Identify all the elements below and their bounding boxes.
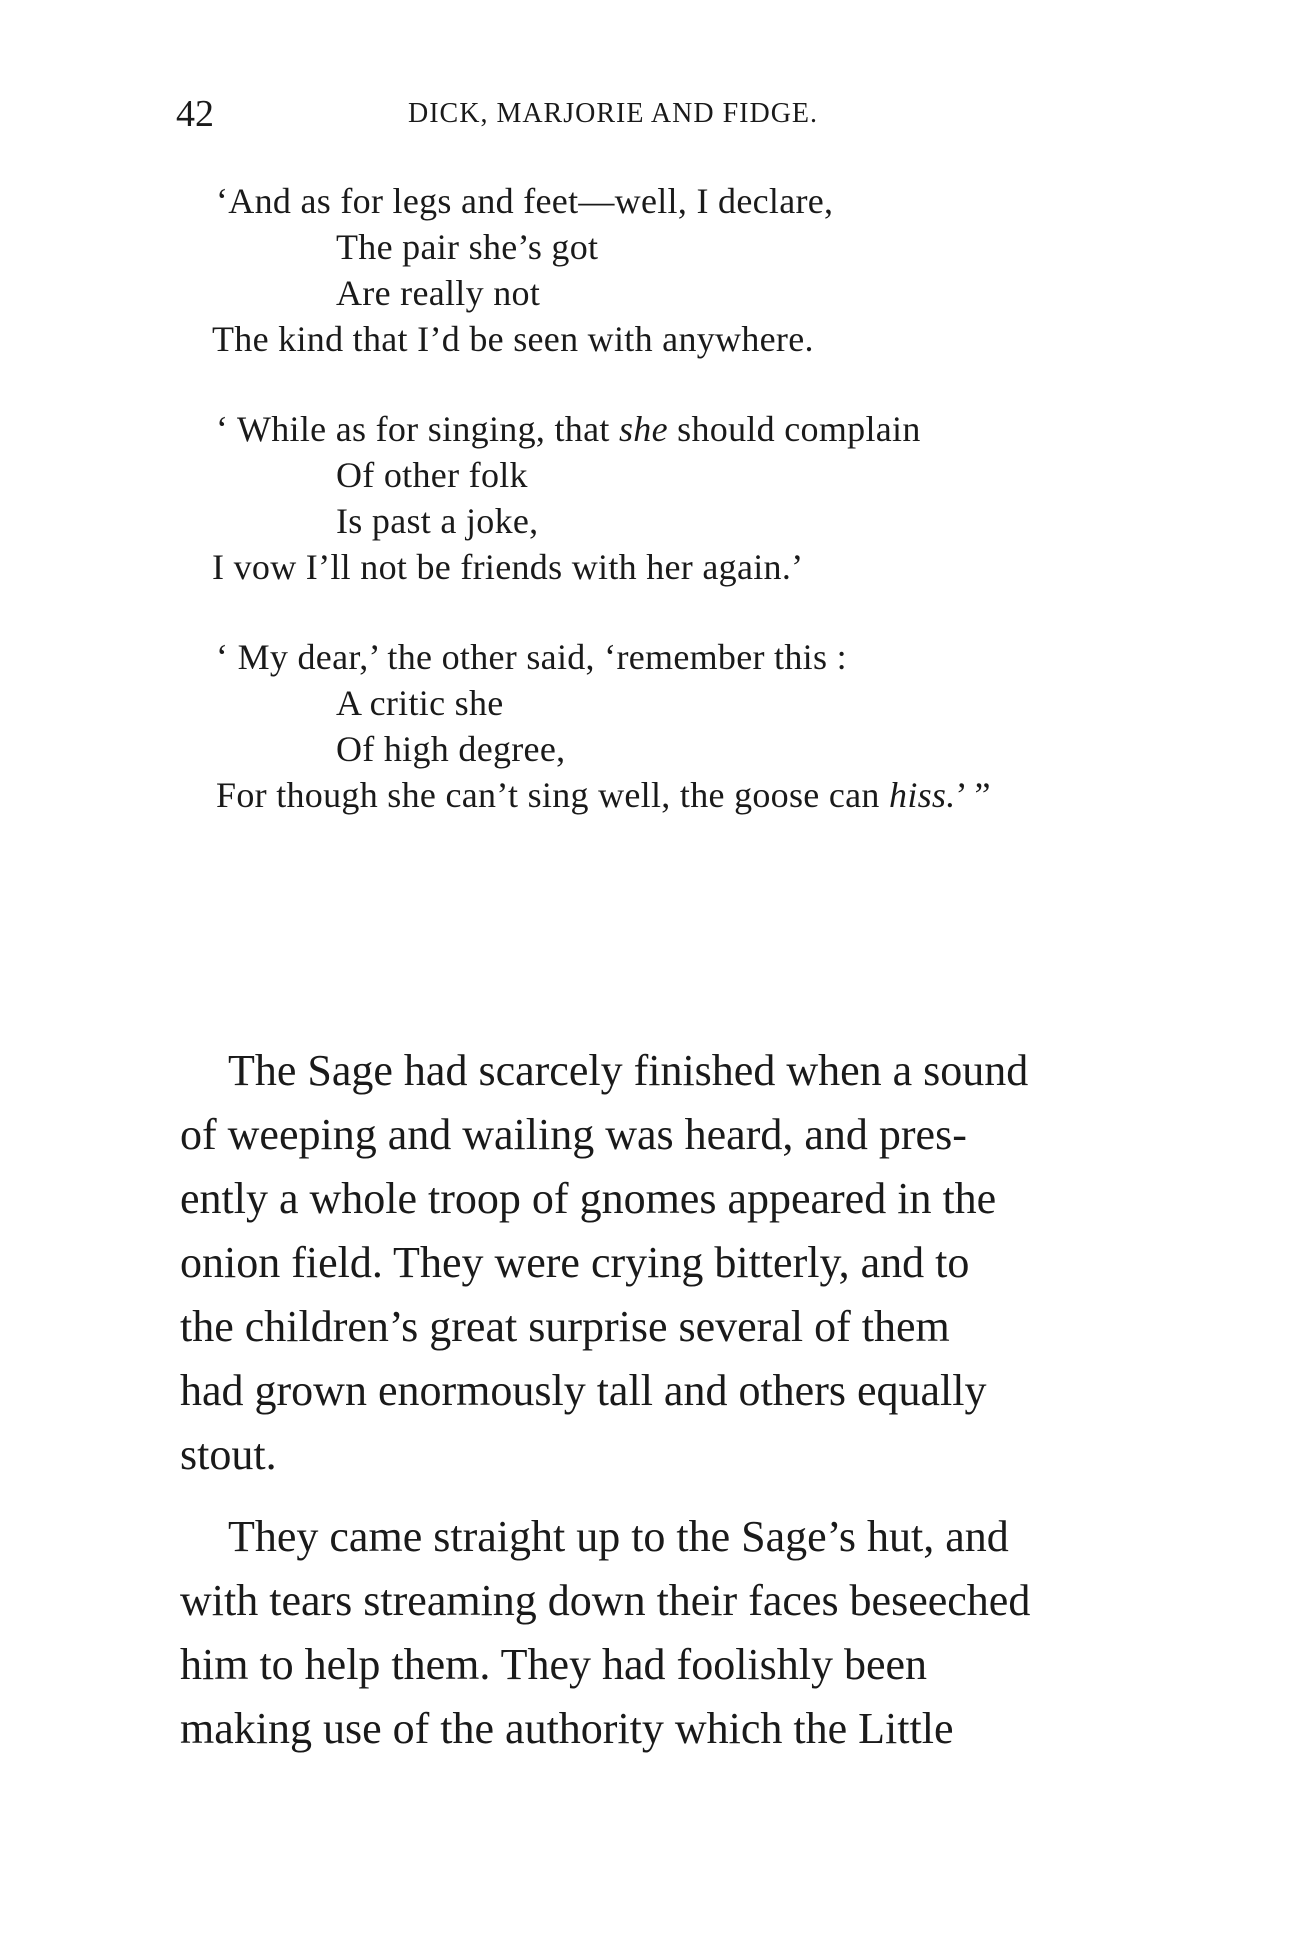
poem-text: should complain [667,409,921,449]
poem-line [216,772,991,818]
prose-line: They came straight up to the Sage’s hut, and [228,1512,1009,1561]
prose-line: with tears streaming down their faces beseeched [180,1576,1031,1625]
prose-line: onion field. They were crying bitterly, and to [180,1238,970,1287]
poem-line: Of other folk [336,455,528,495]
poem-text: ’ ” [955,775,991,815]
poem-line: The kind that I’d be seen with anywhere. [212,319,814,359]
running-title: DICK, MARJORIE AND FIDGE. [408,98,819,129]
poem-line: ‘ My dear,’ the other said, ‘remember this : [216,637,847,677]
poem-line: Of high degree, [336,729,566,769]
prose-line: of weeping and wailing was heard, and pres- [180,1110,967,1159]
poem-emphasis: she [618,409,668,449]
poem-line: I vow I’ll not be friends with her again.’ [212,547,804,587]
prose-line: making use of the authority which the Little [180,1704,954,1753]
page-number: 42 [176,93,214,135]
poem-line: Is past a joke, [336,501,539,541]
poem-text: For though she can’t sing well, the goose can [216,775,890,815]
prose-line: ently a whole troop of gnomes appeared in the [180,1174,997,1223]
poem-text: ‘ While as for singing, that [216,409,619,449]
poem-line: The pair she’s got [336,227,599,267]
prose-line: stout. [180,1430,277,1479]
poem-line: A critic she [336,683,504,723]
prose-line: had grown enormously tall and others equally [180,1366,987,1415]
poem-emphasis: hiss. [889,775,956,815]
prose-line: him to help them. They had foolishly been [180,1640,928,1689]
poem-line: Are really not [336,273,541,313]
prose-line: the children’s great surprise several of them [180,1302,950,1351]
page-header [176,92,986,142]
poem-line: ‘And as for legs and feet—well, I declare, [216,181,834,221]
poem-line [216,406,921,452]
prose-line: The Sage had scarcely finished when a sound [228,1046,1029,1095]
